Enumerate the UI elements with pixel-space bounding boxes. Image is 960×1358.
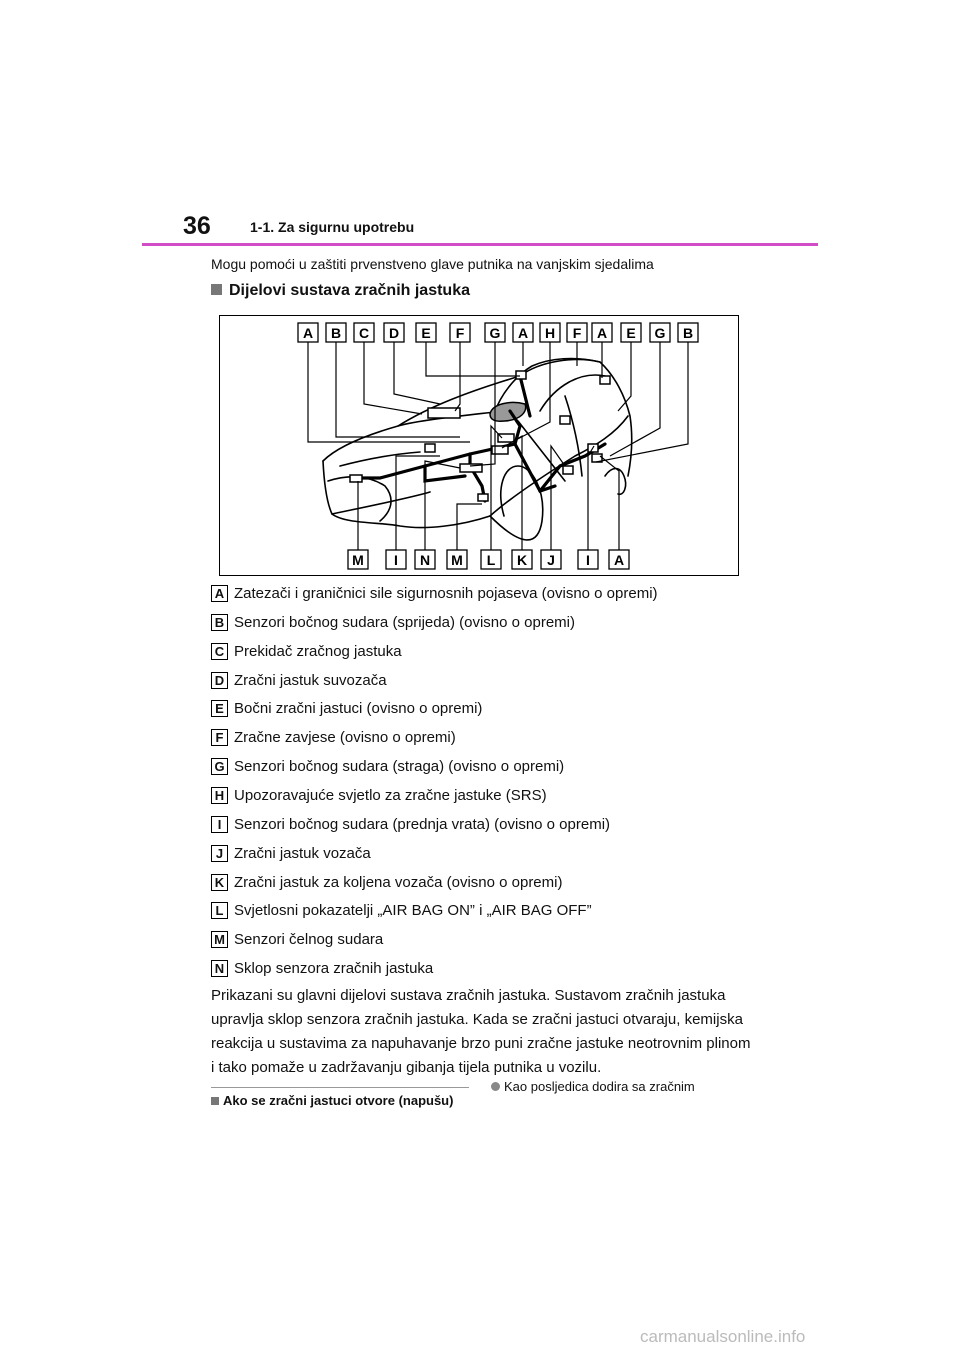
page-number: 36 xyxy=(183,212,211,240)
legend-item xyxy=(211,900,592,920)
legend-item xyxy=(211,929,383,949)
legend-text: Upozoravajuće svjetlo za zračne jastuke (SRS) xyxy=(234,786,547,804)
legend-text: Prekidač zračnog jastuka xyxy=(234,642,402,660)
note-heading xyxy=(211,1093,453,1108)
legend-key: K xyxy=(211,874,228,891)
top-label: H xyxy=(544,325,556,341)
legend-key: C xyxy=(211,643,228,660)
note-heading-text: Ako se zračni jastuci otvore (napušu) xyxy=(223,1093,454,1108)
top-label: A xyxy=(517,325,529,341)
legend-item xyxy=(211,727,456,747)
top-label: E xyxy=(421,325,431,341)
top-label: A xyxy=(596,325,608,341)
top-label: G xyxy=(489,325,501,341)
legend-text: Zračni jastuk suvozača xyxy=(234,671,387,689)
header-rule xyxy=(142,243,818,246)
airbag-diagram xyxy=(219,315,739,576)
legend-key: H xyxy=(211,787,228,804)
airbag-diagram-svg xyxy=(220,316,740,577)
legend-key: F xyxy=(211,729,228,746)
legend-key: L xyxy=(211,902,228,919)
top-label: F xyxy=(572,325,582,341)
legend-item xyxy=(211,785,547,805)
car-outline xyxy=(323,359,632,540)
legend-item xyxy=(211,843,371,863)
square-bullet-icon xyxy=(211,1097,219,1105)
top-label: F xyxy=(455,325,465,341)
bottom-label: A xyxy=(613,552,625,568)
bottom-label: I xyxy=(394,552,398,568)
parts-heading xyxy=(211,282,470,300)
bottom-label: K xyxy=(516,552,528,568)
intro-text: Mogu pomoći u zaštiti prvenstveno glave putnika na vanjskim sjedalima xyxy=(211,256,654,272)
top-label: C xyxy=(358,325,370,341)
section-title: 1-1. Za sigurnu upotrebu xyxy=(250,219,415,235)
note-bullet-text: Kao posljedica dodira sa zračnim xyxy=(504,1079,695,1094)
legend-key: I xyxy=(211,816,228,833)
bottom-label: J xyxy=(547,552,555,568)
round-bullet-icon xyxy=(491,1082,500,1091)
bottom-label: L xyxy=(486,552,496,568)
top-label: G xyxy=(654,325,666,341)
top-label: E xyxy=(626,325,636,341)
top-label: D xyxy=(388,325,400,341)
note-bullet xyxy=(491,1079,695,1094)
top-label: B xyxy=(682,325,694,341)
bottom-label: M xyxy=(451,552,463,568)
legend-item xyxy=(211,872,562,892)
wiring-harness xyxy=(355,376,605,501)
legend-item xyxy=(211,670,387,690)
legend-key: A xyxy=(211,585,228,602)
top-label: B xyxy=(330,325,342,341)
legend-item xyxy=(211,698,482,718)
legend-text: Senzori bočnog sudara (straga) (ovisno o opremi) xyxy=(234,757,565,775)
legend-key: G xyxy=(211,758,228,775)
square-bullet-icon xyxy=(211,284,222,295)
legend-text: Senzori bočnog sudara (sprijeda) (ovisno o opremi) xyxy=(234,613,576,631)
legend-text: Senzori bočnog sudara (prednja vrata) (ovisno o opremi) xyxy=(234,815,611,833)
legend-key: M xyxy=(211,931,228,948)
legend-item xyxy=(211,641,402,661)
legend-key: B xyxy=(211,614,228,631)
bottom-label: M xyxy=(352,552,364,568)
legend-text: Zračni jastuk vozača xyxy=(234,844,371,862)
legend-key: D xyxy=(211,672,228,689)
top-label: A xyxy=(302,325,314,341)
legend-text: Senzori čelnog sudara xyxy=(234,930,384,948)
parts-heading-text: Dijelovi sustava zračnih jastuka xyxy=(229,282,470,299)
legend-text: Bočni zračni jastuci (ovisno o opremi) xyxy=(234,699,483,717)
legend-text: Zatezači i graničnici sile sigurnosnih pojaseva (ovisno o opremi) xyxy=(234,584,658,602)
legend-key: J xyxy=(211,845,228,862)
legend-item xyxy=(211,756,564,776)
column-rule xyxy=(211,1087,469,1088)
legend-item xyxy=(211,958,433,978)
legend-text: Svjetlosni pokazatelji „AIR BAG ON” i „AIR BAG OFF” xyxy=(234,901,592,919)
legend-text: Zračne zavjese (ovisno o opremi) xyxy=(234,728,456,746)
legend-item xyxy=(211,814,610,834)
body-paragraph: Prikazani su glavni dijelovi sustava zračnih jastuka. Sustavom zračnih jastuka upravlja sklop senzora zračnih jastuka. Kada se zračni jastuci otvaraju, kemijska reakcija u sustavima za napuhavanje brzo puni zračne jastuke neotrovnim plinom i tako pomaže u zadržavanju gibanja tijela putnika u vozilu. xyxy=(211,987,751,1076)
watermark: carmanualsonline.info xyxy=(640,1327,806,1346)
legend-text: Zračni jastuk za koljena vozača (ovisno o opremi) xyxy=(234,873,563,891)
legend-item xyxy=(211,583,658,603)
legend-key: N xyxy=(211,960,228,977)
legend-key: E xyxy=(211,700,228,717)
legend-item xyxy=(211,612,575,632)
bottom-label: N xyxy=(419,552,431,568)
top-labels xyxy=(303,325,693,341)
bottom-label: I xyxy=(586,552,590,568)
legend-text: Sklop senzora zračnih jastuka xyxy=(234,959,434,977)
